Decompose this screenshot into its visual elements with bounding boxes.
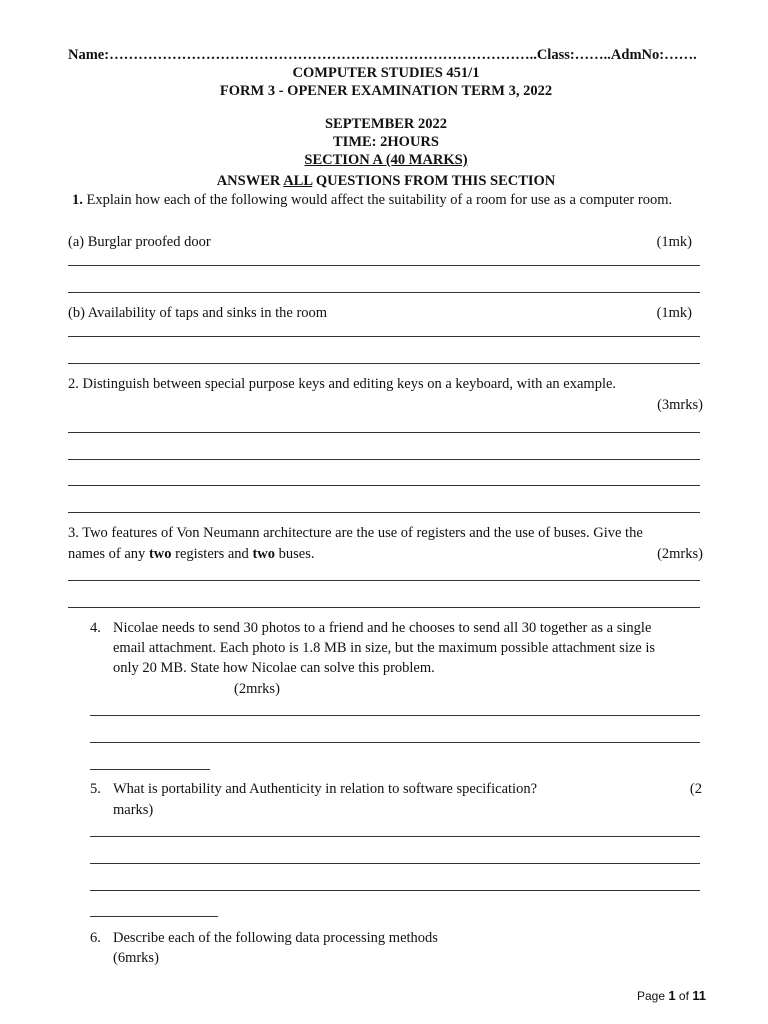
question-1-text: Explain how each of the following would affect the suitability of a room for use as a computer room.: [82, 192, 673, 208]
question-4-marks: (2mrks): [234, 681, 280, 697]
question-1a-text: (a) Burglar proofed door: [68, 234, 211, 250]
answer-line: [68, 512, 700, 513]
answer-line: [68, 363, 700, 364]
answer-line: [68, 485, 700, 486]
answer-line: [68, 265, 700, 266]
section-heading: SECTION A (40 MARKS): [304, 152, 468, 168]
page-number: [637, 988, 706, 1003]
instruction: [68, 173, 704, 190]
question-1b-marks: (1mk): [656, 305, 692, 321]
answer-line: [90, 742, 700, 743]
exam-title: FORM 3 - OPENER EXAMINATION TERM 3, 2022: [219, 83, 553, 99]
question-4-line1: Nicolae needs to send 30 photos to a friend and he chooses to send all 30 together as a single: [113, 620, 652, 636]
current-page: 1: [668, 988, 676, 1003]
instruction-pre: ANSWER: [216, 173, 284, 189]
question-5-text: What is portability and Authenticity in relation to software specification?: [113, 781, 538, 797]
answer-line: [68, 607, 700, 608]
question-3-line2-pre: names of any: [68, 546, 149, 562]
question-3-two-a: two: [148, 546, 172, 562]
answer-line: [90, 836, 700, 837]
question-2-text: 2. Distinguish between special purpose keys and editing keys on a keyboard, with an example.: [68, 376, 617, 392]
question-6-text: Describe each of the following data processing methods: [113, 930, 438, 946]
answer-line: [90, 916, 218, 917]
name-class-admno-line: Name:……………………………………………………………………………..Class:……..AdmNo:…….: [68, 47, 697, 63]
answer-line: [68, 336, 700, 337]
question-3-line2-mid: registers and: [171, 546, 253, 562]
question-3-line2: [68, 546, 314, 563]
answer-line: [68, 580, 700, 581]
question-1-number: 1.: [72, 192, 83, 208]
answer-line: [90, 715, 700, 716]
answer-line: [68, 292, 700, 293]
instruction-all: ALL: [283, 173, 313, 189]
answer-line: [90, 890, 700, 891]
question-3-two-b: two: [252, 546, 275, 562]
answer-line: [90, 769, 210, 770]
question-3-marks: (2mrks): [657, 546, 703, 562]
question-3-line1: 3. Two features of Von Neumann architecture are the use of registers and the use of buses. Give the: [68, 525, 643, 541]
exam-time: TIME: 2HOURS: [333, 134, 439, 150]
question-1a-marks: (1mk): [656, 234, 692, 250]
answer-line: [90, 863, 700, 864]
question-2-marks: (3mrks): [657, 397, 703, 413]
instruction-post: QUESTIONS FROM THIS SECTION: [312, 173, 556, 189]
page-label: Page: [636, 989, 669, 1003]
question-4-number: 4.: [90, 620, 101, 636]
question-5-marks-cont: marks): [113, 802, 154, 818]
question-6-marks: (6mrks): [113, 950, 159, 966]
of-label: of: [675, 989, 693, 1003]
question-4-line2: email attachment. Each photo is 1.8 MB in size, but the maximum possible attachment size is: [113, 640, 656, 656]
subject-title: COMPUTER STUDIES 451/1: [292, 65, 480, 81]
question-4-line3: only 20 MB. State how Nicolae can solve this problem.: [113, 660, 435, 676]
question-6-number: 6.: [90, 930, 101, 946]
question-3-line2-post: buses.: [275, 546, 315, 562]
total-pages: 11: [692, 988, 706, 1003]
question-5-marks: (2: [689, 781, 702, 797]
question-1: [72, 192, 672, 209]
question-1b-text: (b) Availability of taps and sinks in the room: [68, 305, 328, 321]
question-5-number: 5.: [90, 781, 101, 797]
exam-date: SEPTEMBER 2022: [324, 116, 448, 132]
answer-line: [68, 459, 700, 460]
answer-line: [68, 432, 700, 433]
